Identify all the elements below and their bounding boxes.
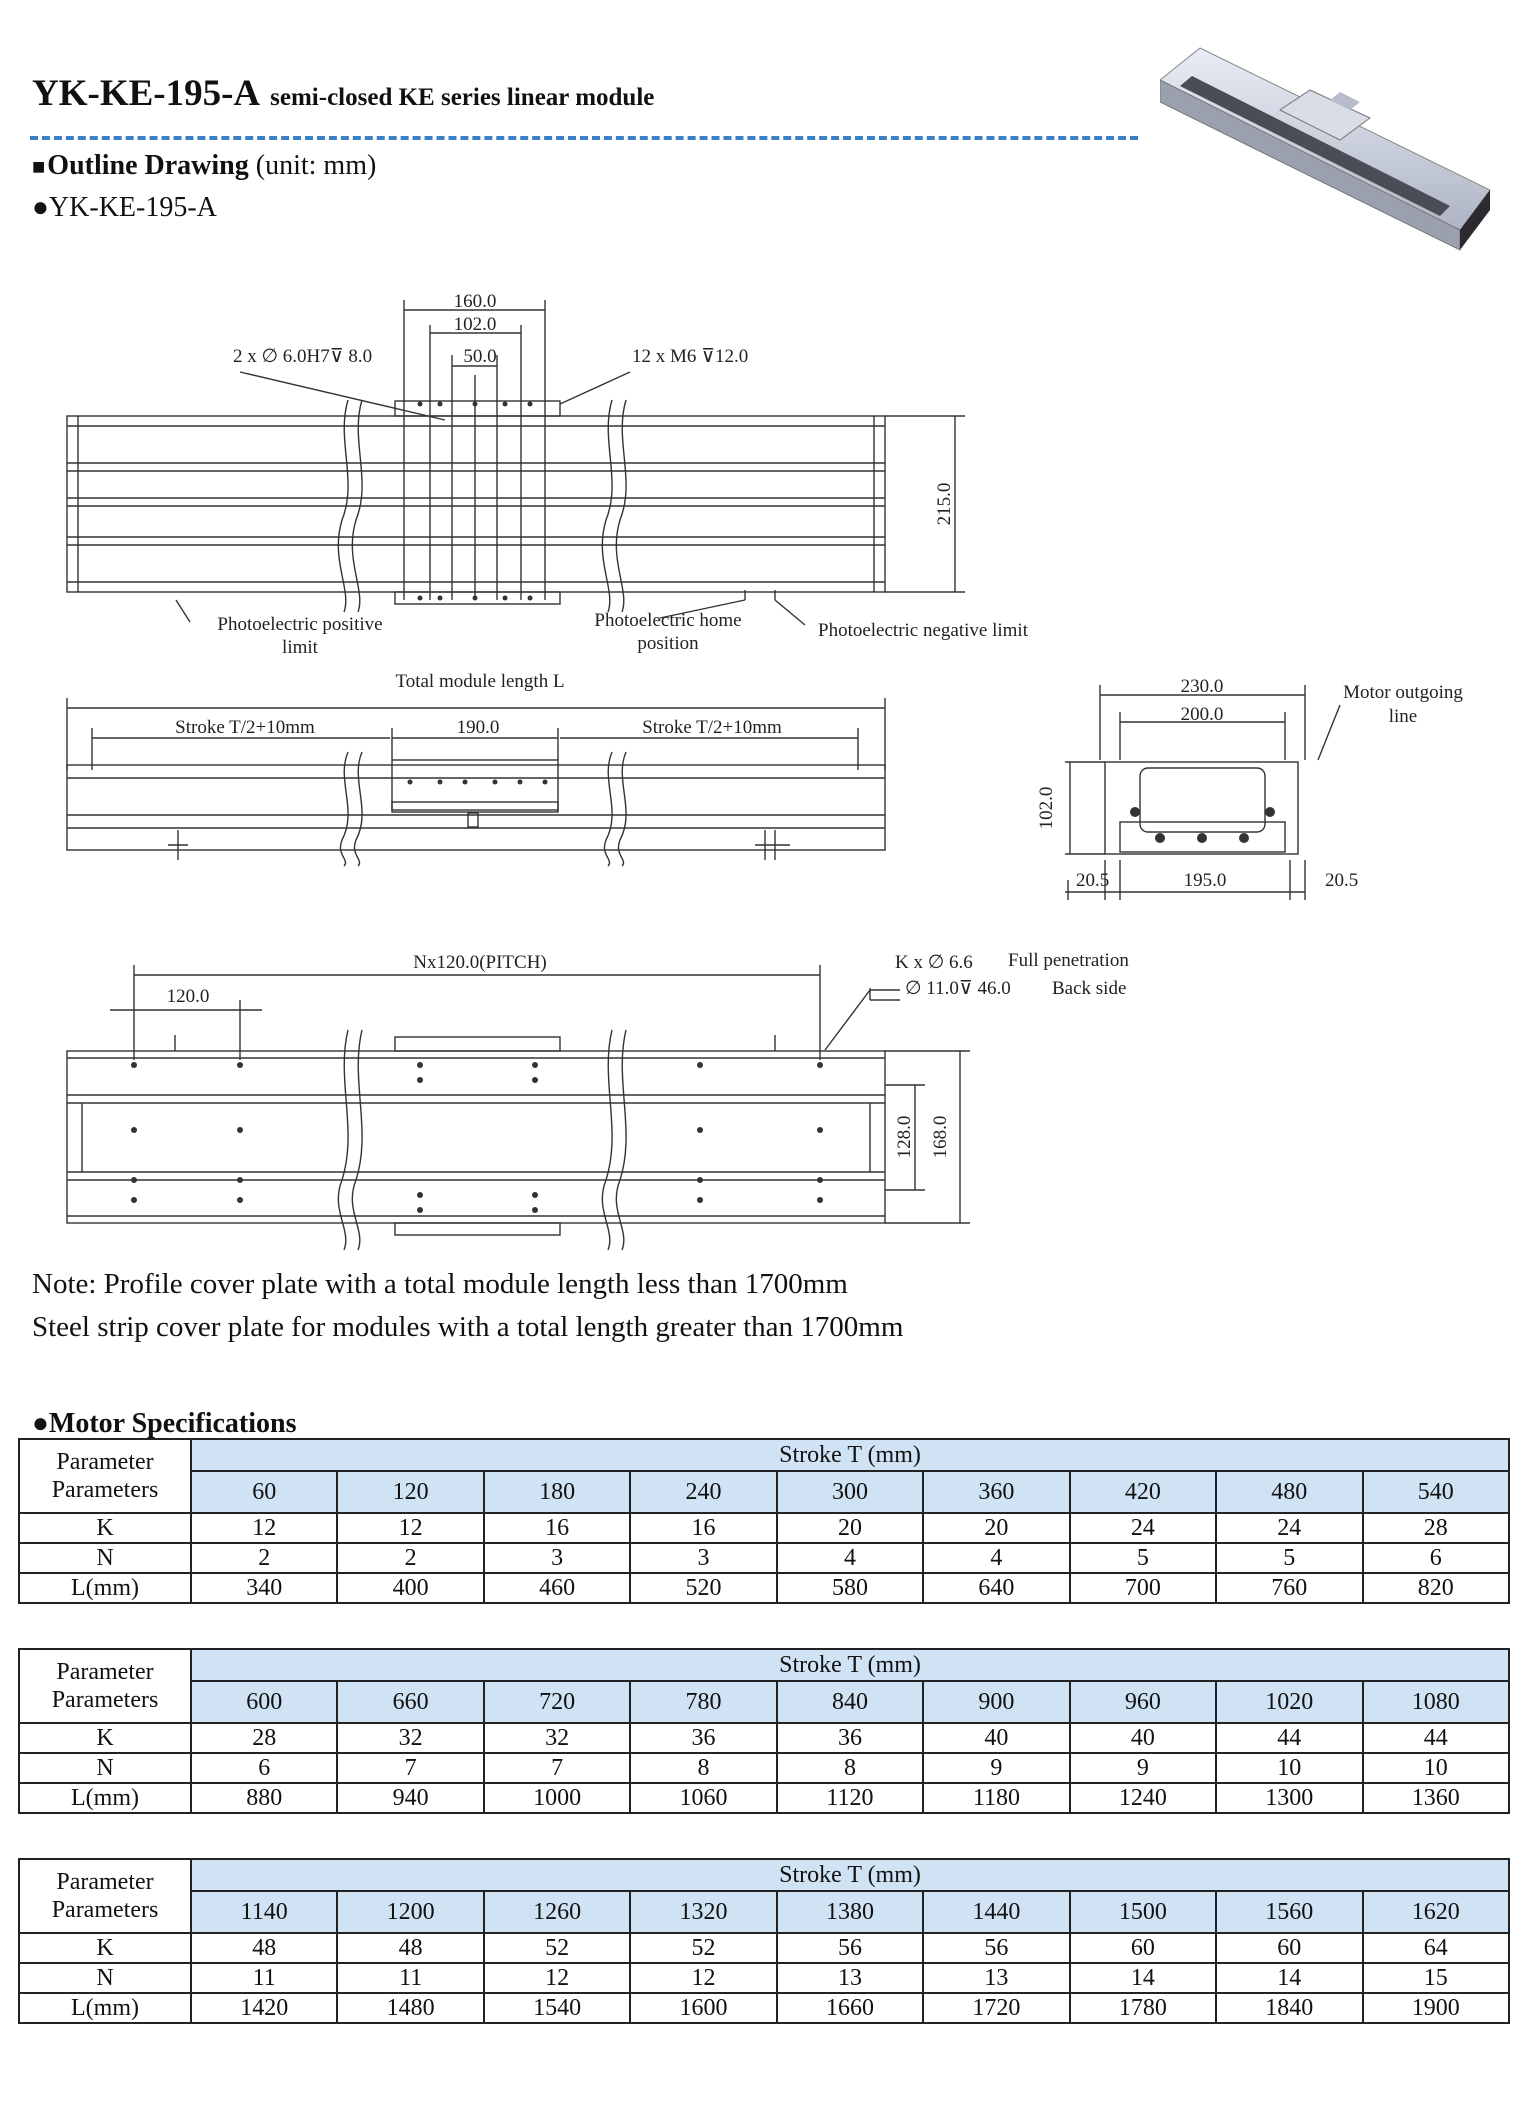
table-cell: 5 — [1070, 1543, 1216, 1573]
table-cell: 44 — [1363, 1723, 1510, 1753]
table-cell: 14 — [1216, 1963, 1362, 1993]
stroke-cell: 1200 — [337, 1891, 483, 1933]
dim-195: 195.0 — [1183, 870, 1227, 891]
dim-200: 200.0 — [1180, 704, 1224, 725]
stroke-cell: 1560 — [1216, 1891, 1362, 1933]
stroke-header: Stroke T (mm) — [191, 1649, 1509, 1681]
row-label: N — [19, 1963, 191, 1993]
row-label: L(mm) — [19, 1783, 191, 1813]
stroke-cell: 1020 — [1216, 1681, 1362, 1723]
table-cell: 12 — [630, 1963, 776, 1993]
stroke-right-label: Stroke T/2+10mm — [642, 717, 782, 738]
dim-215: 215.0 — [934, 482, 955, 526]
table-cell: 1660 — [777, 1993, 923, 2023]
table-cell: 5 — [1216, 1543, 1362, 1573]
table-cell: 940 — [337, 1783, 483, 1813]
stroke-cell: 480 — [1216, 1471, 1362, 1513]
table-cell: 56 — [923, 1933, 1069, 1963]
table-cell: 15 — [1363, 1963, 1510, 1993]
table-cell: 1180 — [923, 1783, 1069, 1813]
stroke-cell: 300 — [777, 1471, 923, 1513]
table-cell: 10 — [1216, 1753, 1362, 1783]
table-cell: 9 — [1070, 1753, 1216, 1783]
table-cell: 1060 — [630, 1783, 776, 1813]
table-cell: 32 — [484, 1723, 630, 1753]
holes-right-label: 12 x M6 ⊽12.0 — [632, 346, 749, 367]
table-cell: 12 — [484, 1963, 630, 1993]
stroke-cell: 840 — [777, 1681, 923, 1723]
table-cell: 1000 — [484, 1783, 630, 1813]
table-cell: 460 — [484, 1573, 630, 1603]
table-cell: 580 — [777, 1573, 923, 1603]
motor-specs-title: ●Motor Specifications — [32, 1408, 297, 1439]
spec-row-n — [19, 1963, 1509, 1993]
table-cell: 36 — [777, 1723, 923, 1753]
table-cell: 48 — [337, 1933, 483, 1963]
parameter-cell: Parameter Parameters — [19, 1439, 191, 1513]
table-cell: 20 — [777, 1513, 923, 1543]
table-cell: 760 — [1216, 1573, 1362, 1603]
positive-limit-label-1: Photoelectric positive — [217, 614, 383, 635]
home-label-2: position — [637, 633, 699, 654]
table-cell: 7 — [337, 1753, 483, 1783]
table-cell: 24 — [1216, 1513, 1362, 1543]
stroke-cell: 420 — [1070, 1471, 1216, 1513]
stroke-header: Stroke T (mm) — [191, 1439, 1509, 1471]
stroke-cell: 1380 — [777, 1891, 923, 1933]
stroke-cell: 60 — [191, 1471, 337, 1513]
table-cell: 60 — [1216, 1933, 1362, 1963]
table-cell: 48 — [191, 1933, 337, 1963]
table-cell: 1120 — [777, 1783, 923, 1813]
spec-row-n — [19, 1753, 1509, 1783]
table-cell: 28 — [191, 1723, 337, 1753]
stroke-left-label: Stroke T/2+10mm — [175, 717, 315, 738]
motor-line-label-1: Motor outgoing — [1343, 682, 1463, 703]
table-cell: 1420 — [191, 1993, 337, 2023]
table-cell: 1840 — [1216, 1993, 1362, 2023]
stroke-cell: 180 — [484, 1471, 630, 1513]
spec-header-row — [19, 1649, 1509, 1681]
table-cell: 520 — [630, 1573, 776, 1603]
stroke-values-row — [19, 1891, 1509, 1933]
spec-row-l — [19, 1993, 1509, 2023]
parameter-cell: Parameter Parameters — [19, 1859, 191, 1933]
dim-102b: 102.0 — [1036, 786, 1057, 830]
table-cell: 11 — [337, 1963, 483, 1993]
table-cell: 1540 — [484, 1993, 630, 2023]
positive-limit-label-2: limit — [282, 637, 318, 658]
stroke-header: Stroke T (mm) — [191, 1859, 1509, 1891]
table-cell: 1300 — [1216, 1783, 1362, 1813]
table-cell: 64 — [1363, 1933, 1510, 1963]
table-cell: 880 — [191, 1783, 337, 1813]
home-label-1: Photoelectric home — [594, 610, 742, 631]
row-label: K — [19, 1513, 191, 1543]
table-cell: 3 — [484, 1543, 630, 1573]
row-label: N — [19, 1753, 191, 1783]
spec-table-2 — [18, 1648, 1510, 1814]
outline-heading: ■Outline Drawing (unit: mm) — [32, 150, 377, 181]
spec-header-row — [19, 1439, 1509, 1471]
stroke-cell: 540 — [1363, 1471, 1510, 1513]
table-cell: 6 — [191, 1753, 337, 1783]
table-cell: 2 — [191, 1543, 337, 1573]
parameter-cell: Parameter Parameters — [19, 1649, 191, 1723]
table-cell: 40 — [923, 1723, 1069, 1753]
stroke-cell: 240 — [630, 1471, 776, 1513]
dim-50: 50.0 — [463, 346, 497, 367]
motor-line-label-2: line — [1388, 706, 1418, 727]
dim-160: 160.0 — [453, 291, 497, 312]
table-cell: 56 — [777, 1933, 923, 1963]
table-cell: 10 — [1363, 1753, 1510, 1783]
holes-left-label: 2 x ∅ 6.0H7⊽ 8.0 — [233, 346, 373, 367]
table-cell: 20 — [923, 1513, 1069, 1543]
stroke-cell: 1140 — [191, 1891, 337, 1933]
table-cell: 4 — [923, 1543, 1069, 1573]
stroke-cell: 1440 — [923, 1891, 1069, 1933]
table-cell: 820 — [1363, 1573, 1510, 1603]
table-cell: 340 — [191, 1573, 337, 1603]
stroke-cell: 780 — [630, 1681, 776, 1723]
table-cell: 1900 — [1363, 1993, 1510, 2023]
table-cell: 1720 — [923, 1993, 1069, 2023]
spec-row-n — [19, 1543, 1509, 1573]
table-cell: 52 — [630, 1933, 776, 1963]
table-cell: 9 — [923, 1753, 1069, 1783]
model-name: YK-KE-195-A — [32, 73, 261, 114]
table-cell: 8 — [777, 1753, 923, 1783]
k-holes-label: K x ∅ 6.6 — [895, 952, 973, 973]
model-subtitle: semi-closed KE series linear module — [270, 84, 655, 111]
stroke-cell: 360 — [923, 1471, 1069, 1513]
negative-limit-label: Photoelectric negative limit — [818, 620, 1028, 641]
spec-row-l — [19, 1783, 1509, 1813]
table-cell: 640 — [923, 1573, 1069, 1603]
table-cell: 11 — [191, 1963, 337, 1993]
stroke-cell: 1080 — [1363, 1681, 1510, 1723]
row-label: L(mm) — [19, 1573, 191, 1603]
note-line-2: Steel strip cover plate for modules with a total length greater than 1700mm — [32, 1311, 904, 1343]
table-cell: 28 — [1363, 1513, 1510, 1543]
outline-model: ●YK-KE-195-A — [32, 192, 217, 223]
dim-230: 230.0 — [1180, 676, 1224, 697]
table-cell: 14 — [1070, 1963, 1216, 1993]
table-cell: 7 — [484, 1753, 630, 1783]
table-cell: 1600 — [630, 1993, 776, 2023]
table-cell: 4 — [777, 1543, 923, 1573]
table-cell: 16 — [630, 1513, 776, 1543]
stroke-cell: 600 — [191, 1681, 337, 1723]
full-penetration-label: Full penetration — [1008, 950, 1129, 971]
table-cell: 13 — [777, 1963, 923, 1993]
row-label: K — [19, 1933, 191, 1963]
dim-190: 190.0 — [456, 717, 500, 738]
table-cell: 8 — [630, 1753, 776, 1783]
total-length-label: Total module length L — [395, 671, 565, 692]
table-cell: 12 — [337, 1513, 483, 1543]
stroke-cell: 900 — [923, 1681, 1069, 1723]
stroke-values-row — [19, 1471, 1509, 1513]
table-cell: 700 — [1070, 1573, 1216, 1603]
table-cell: 2 — [337, 1543, 483, 1573]
stroke-cell: 1260 — [484, 1891, 630, 1933]
dim-20-5-left: 20.5 — [1076, 870, 1110, 891]
table-cell: 32 — [337, 1723, 483, 1753]
dim-128: 128.0 — [894, 1115, 915, 1159]
spec-table-3 — [18, 1858, 1510, 2024]
spec-header-row — [19, 1859, 1509, 1891]
counterbore-label: ∅ 11.0⊽ 46.0 — [905, 978, 1011, 999]
row-label: K — [19, 1723, 191, 1753]
table-cell: 3 — [630, 1543, 776, 1573]
table-cell: 36 — [630, 1723, 776, 1753]
table-cell: 12 — [191, 1513, 337, 1543]
stroke-cell: 960 — [1070, 1681, 1216, 1723]
table-cell: 16 — [484, 1513, 630, 1543]
dim-168: 168.0 — [930, 1115, 951, 1159]
spec-row-k — [19, 1933, 1509, 1963]
spec-table-1 — [18, 1438, 1510, 1604]
spec-row-k — [19, 1723, 1509, 1753]
note-line-1: Note: Profile cover plate with a total module length less than 1700mm — [32, 1268, 848, 1300]
table-cell: 40 — [1070, 1723, 1216, 1753]
stroke-cell: 1500 — [1070, 1891, 1216, 1933]
row-label: L(mm) — [19, 1993, 191, 2023]
stroke-cell: 660 — [337, 1681, 483, 1723]
dim-20-5-right: 20.5 — [1325, 870, 1359, 891]
table-cell: 24 — [1070, 1513, 1216, 1543]
row-label: N — [19, 1543, 191, 1573]
stroke-cell: 120 — [337, 1471, 483, 1513]
stroke-cell: 720 — [484, 1681, 630, 1723]
back-side-label: Back side — [1052, 978, 1127, 999]
pitch-label: Nx120.0(PITCH) — [413, 952, 547, 973]
table-cell: 1780 — [1070, 1993, 1216, 2023]
table-cell: 44 — [1216, 1723, 1362, 1753]
stroke-cell: 1320 — [630, 1891, 776, 1933]
stroke-cell: 1620 — [1363, 1891, 1510, 1933]
spec-row-k — [19, 1513, 1509, 1543]
table-cell: 1360 — [1363, 1783, 1510, 1813]
spec-row-l — [19, 1573, 1509, 1603]
dim-102: 102.0 — [453, 314, 497, 335]
table-cell: 13 — [923, 1963, 1069, 1993]
dim-120: 120.0 — [166, 986, 210, 1007]
table-cell: 60 — [1070, 1933, 1216, 1963]
table-cell: 1480 — [337, 1993, 483, 2023]
table-cell: 400 — [337, 1573, 483, 1603]
stroke-values-row — [19, 1681, 1509, 1723]
table-cell: 52 — [484, 1933, 630, 1963]
table-cell: 6 — [1363, 1543, 1510, 1573]
table-cell: 1240 — [1070, 1783, 1216, 1813]
